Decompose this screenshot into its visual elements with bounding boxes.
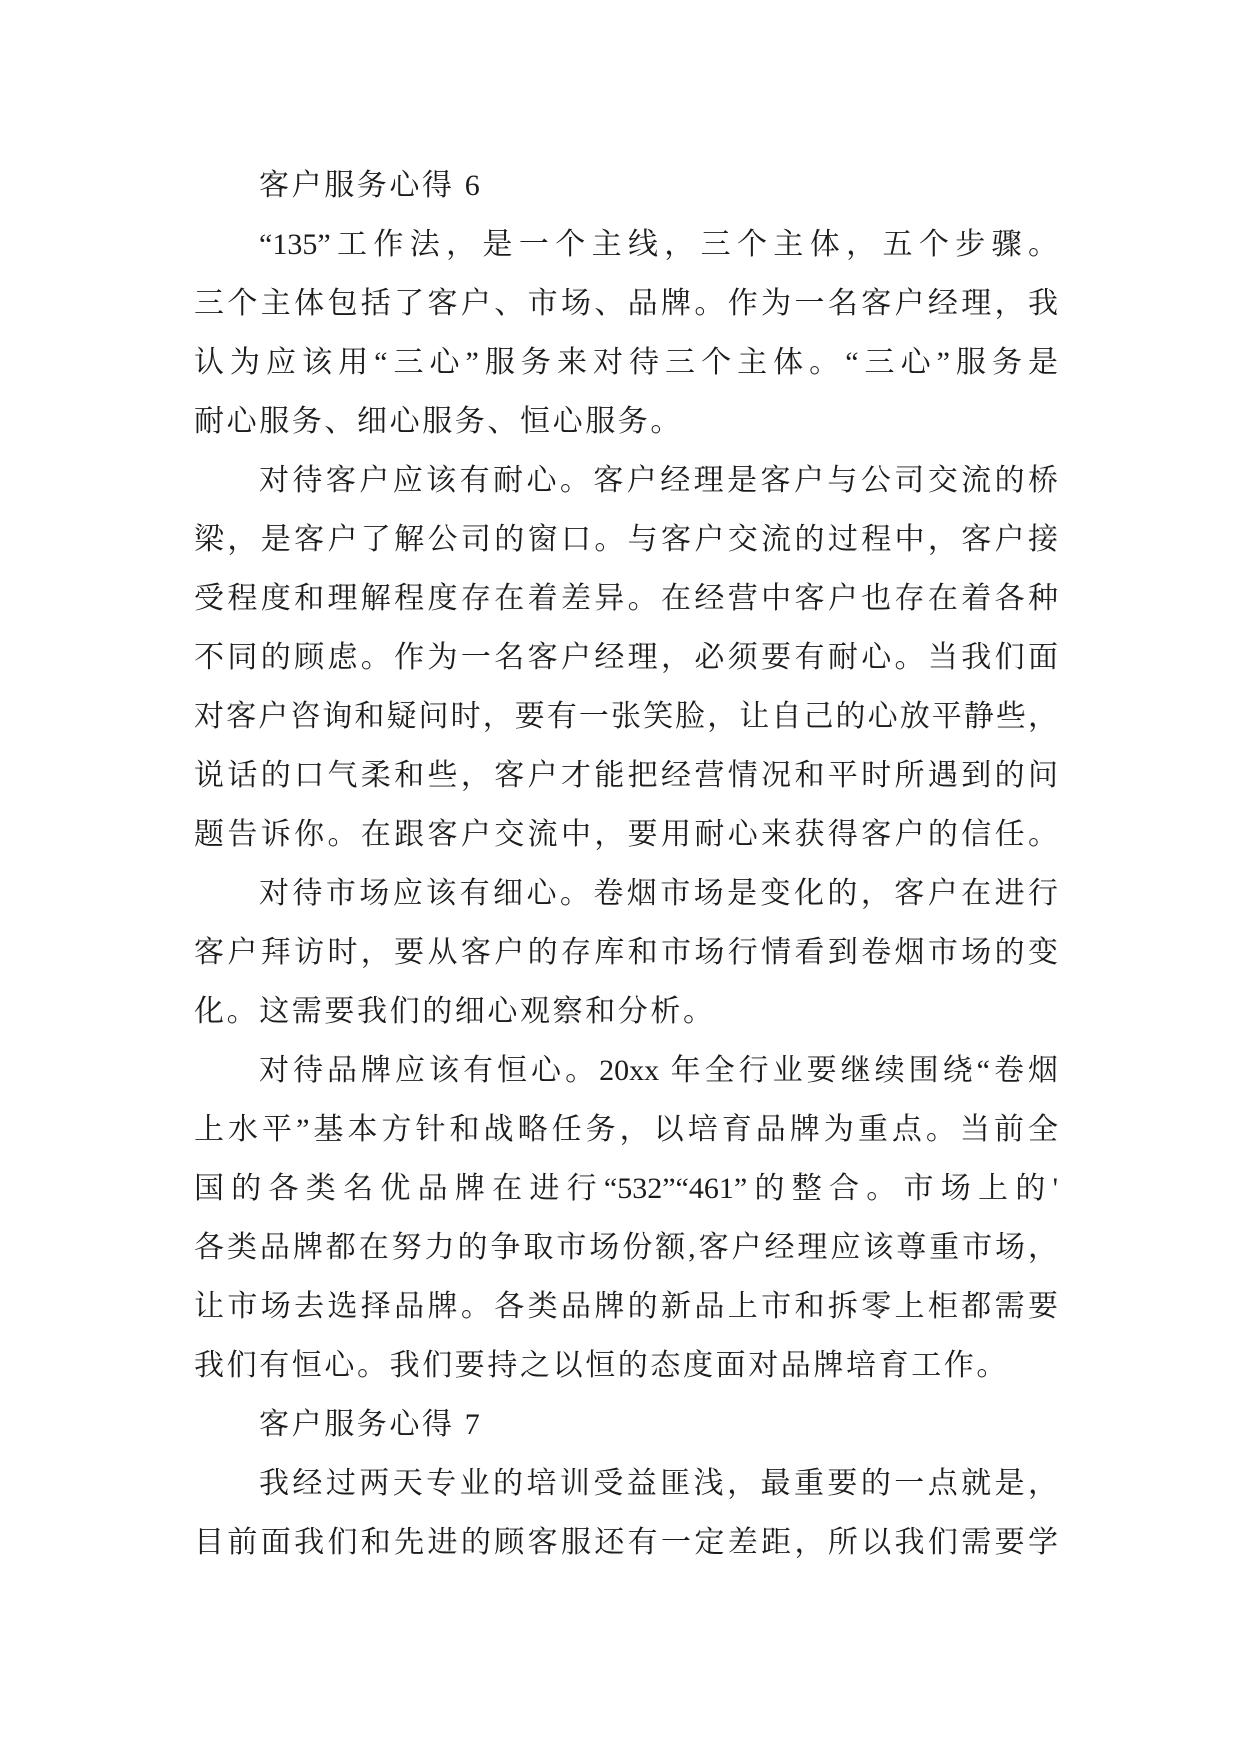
text-line: 让市场去选择品牌。各类品牌的新品上市和拆零上柜都需要 xyxy=(194,1290,1058,1323)
text-line: 化。这需要我们的细心观察和分析。 xyxy=(194,995,716,1028)
text-line: 三个主体包括了客户、市场、品牌。作为一名客户经理，我 xyxy=(194,287,1058,320)
text-line: 对客户咨询和疑问时，要有一张笑脸，让自己的心放平静些， xyxy=(194,700,1058,733)
text-line: 对待市场应该有细心。卷烟市场是变化的，客户在进行 xyxy=(259,877,1058,910)
section-heading: 客户服务心得 6 xyxy=(259,169,483,202)
text-line: 耐心服务、细心服务、恒心服务。 xyxy=(194,405,683,438)
text-line: 我们有恒心。我们要持之以恒的态度面对品牌培育工作。 xyxy=(194,1349,1009,1382)
text-line: 我经过两天专业的培训受益匪浅，最重要的一点就是， xyxy=(259,1467,1058,1500)
paragraph-carefulness xyxy=(194,864,1058,1041)
text-line: 题告诉你。在跟客户交流中，要用耐心来获得客户的信任。 xyxy=(194,818,1058,851)
paragraph-perseverance xyxy=(194,1041,1058,1395)
text-line: 不同的顾虑。作为一名客户经理，必须要有耐心。当我们面 xyxy=(194,641,1058,674)
text-line: 客户拜访时，要从客户的存库和市场行情看到卷烟市场的变 xyxy=(194,936,1058,969)
text-line: 受程度和理解程度存在着差异。在经营中客户也存在着各种 xyxy=(194,582,1058,615)
text-line: 认为应该用“三心”服务来对待三个主体。“三心”服务是 xyxy=(194,346,1058,379)
text-line: 梁，是客户了解公司的窗口。与客户交流的过程中，客户接 xyxy=(194,523,1058,556)
paragraph-training xyxy=(194,1454,1058,1572)
text-line: 说话的口气柔和些，客户才能把经营情况和平时所遇到的问 xyxy=(194,759,1058,792)
text-line: 各类品牌都在努力的争取市场份额,客户经理应该尊重市场， xyxy=(194,1231,1058,1264)
text-line: 目前面我们和先进的顾客服还有一定差距，所以我们需要学 xyxy=(194,1526,1058,1559)
text-line: 对待客户应该有耐心。客户经理是客户与公司交流的桥 xyxy=(259,464,1058,497)
paragraph-135-method xyxy=(194,215,1058,451)
paragraph-patience xyxy=(194,451,1058,864)
section-heading: 客户服务心得 7 xyxy=(259,1408,483,1441)
document-body xyxy=(194,156,1058,1572)
text-line: 上水平”基本方针和战略任务，以培育品牌为重点。当前全 xyxy=(194,1113,1058,1146)
text-line: 对待品牌应该有恒心。20xx 年全行业要继续围绕“卷烟 xyxy=(259,1054,1058,1087)
text-line: 国的各类名优品牌在进行“532”“461”的整合。市场上的' xyxy=(194,1172,1058,1205)
text-line: “135”工作法，是一个主线，三个主体，五个步骤。 xyxy=(259,228,1058,261)
